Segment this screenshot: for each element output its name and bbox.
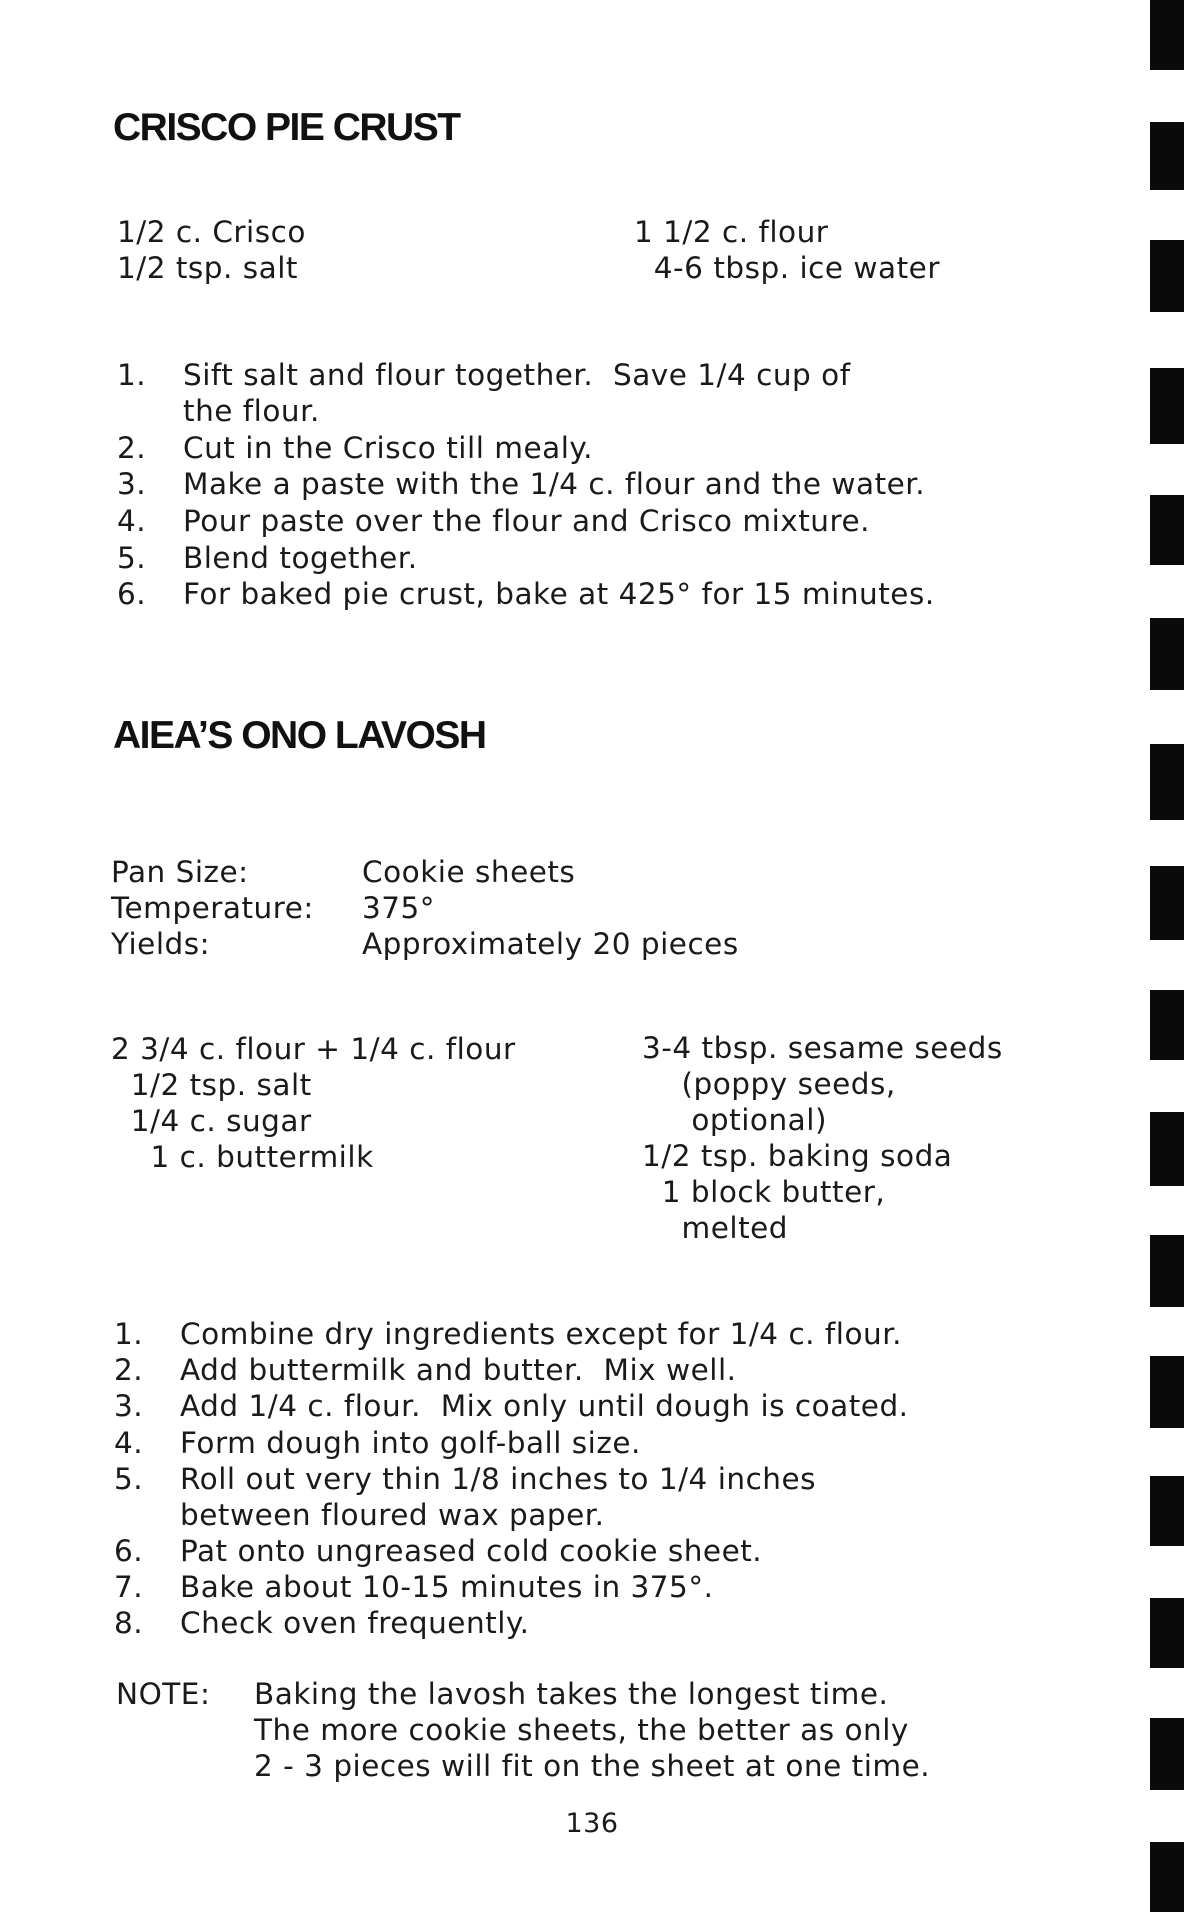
binding-hole (1150, 0, 1184, 70)
ingredient: melted (642, 1211, 789, 1245)
step-number: 3. (114, 1389, 144, 1423)
binding-hole (1150, 368, 1184, 444)
ingredient: optional) (642, 1103, 827, 1137)
info-value: Cookie sheets (362, 855, 576, 889)
step-text: Make a paste with the 1/4 c. flour and the water. (183, 467, 926, 501)
step-text: Bake about 10-15 minutes in 375°. (180, 1570, 714, 1604)
step-text: For baked pie crust, bake at 425° for 15 minutes. (183, 577, 935, 611)
binding-hole (1150, 1476, 1184, 1546)
ingredient: (poppy seeds, (642, 1067, 896, 1101)
step-text: the flour. (183, 394, 320, 428)
step-text: Check oven frequently. (180, 1606, 530, 1640)
step-number: 6. (114, 1534, 144, 1568)
ingredient: 3-4 tbsp. sesame seeds (642, 1031, 1003, 1065)
binding-hole (1150, 122, 1184, 190)
note-line: The more cookie sheets, the better as only (254, 1713, 909, 1747)
ingredient: 1/4 c. sugar (111, 1104, 312, 1138)
binding-hole (1150, 744, 1184, 820)
ingredient: 1/2 tsp. salt (111, 1068, 312, 1102)
step-text: Add buttermilk and butter. Mix well. (180, 1353, 737, 1387)
binding-hole (1150, 990, 1184, 1060)
step-number: 8. (114, 1606, 144, 1640)
step-number: 3. (117, 467, 147, 501)
info-value: 375° (362, 891, 436, 925)
ingredient: 4-6 tbsp. ice water (634, 251, 940, 285)
step-number: 6. (117, 577, 147, 611)
step-number: 4. (114, 1426, 144, 1460)
info-value: Approximately 20 pieces (362, 927, 739, 961)
step-text: between floured wax paper. (180, 1498, 605, 1532)
ingredient: 1/2 tsp. baking soda (642, 1139, 953, 1173)
info-label: Yields: (111, 927, 211, 961)
step-text: Pour paste over the flour and Crisco mixture. (183, 504, 871, 538)
note-line: Baking the lavosh takes the longest time. (254, 1677, 889, 1711)
recipe-title-crisco-pie-crust: CRISCO PIE CRUST (113, 106, 460, 149)
step-text: Add 1/4 c. flour. Mix only until dough is coated. (180, 1389, 909, 1423)
info-label: Temperature: (111, 891, 314, 925)
step-number: 1. (117, 358, 147, 392)
note-line: 2 - 3 pieces will fit on the sheet at one time. (254, 1749, 931, 1783)
step-text: Sift salt and flour together. Save 1/4 cup of (183, 358, 851, 392)
binding-hole (1150, 1356, 1184, 1428)
binding-hole (1150, 1235, 1184, 1307)
recipe-title-aieas-ono-lavosh: AIEA’S ONO LAVOSH (113, 714, 486, 757)
note-label: NOTE: (116, 1677, 211, 1711)
step-text: Blend together. (183, 541, 418, 575)
ingredient: 1/2 tsp. salt (117, 251, 298, 285)
binding-hole (1150, 618, 1184, 690)
step-number: 5. (114, 1462, 144, 1496)
binding-hole (1150, 1598, 1184, 1668)
step-text: Combine dry ingredients except for 1/4 c. flour. (180, 1317, 903, 1351)
step-text: Form dough into golf-ball size. (180, 1426, 641, 1460)
ingredient: 1 1/2 c. flour (634, 215, 829, 249)
step-text: Cut in the Crisco till mealy. (183, 431, 594, 465)
step-text: Roll out very thin 1/8 inches to 1/4 inches (180, 1462, 817, 1496)
ingredient: 1 c. buttermilk (111, 1140, 374, 1174)
binding-hole (1150, 866, 1184, 940)
step-number: 2. (114, 1353, 144, 1387)
binding-hole (1150, 495, 1184, 565)
info-label: Pan Size: (111, 855, 249, 889)
ingredient: 1 block butter, (642, 1175, 886, 1209)
step-number: 4. (117, 504, 147, 538)
binding-hole (1150, 1842, 1184, 1912)
ingredient: 1/2 c. Crisco (117, 215, 306, 249)
step-text: Pat onto ungreased cold cookie sheet. (180, 1534, 763, 1568)
step-number: 5. (117, 541, 147, 575)
binding-hole (1150, 240, 1184, 312)
step-number: 1. (114, 1317, 144, 1351)
binding-hole (1150, 1112, 1184, 1186)
step-number: 2. (117, 431, 147, 465)
binding-hole (1150, 1718, 1184, 1790)
step-number: 7. (114, 1570, 144, 1604)
page-number: 136 (565, 1808, 619, 1839)
ingredient: 2 3/4 c. flour + 1/4 c. flour (111, 1032, 516, 1066)
